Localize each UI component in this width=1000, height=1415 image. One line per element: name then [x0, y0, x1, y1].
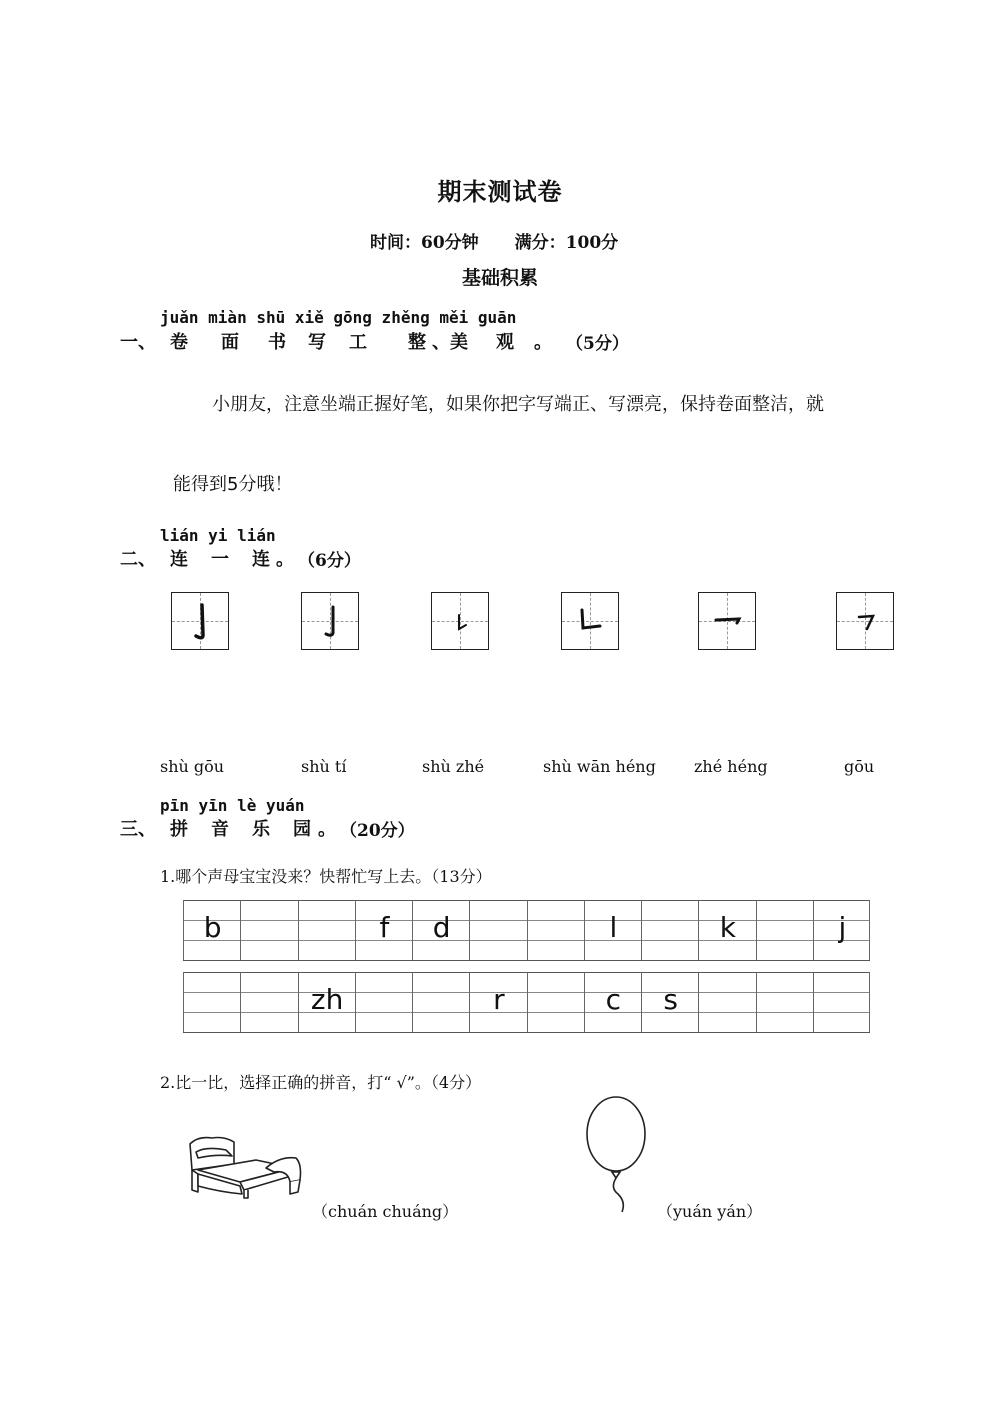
q3-pinyin: pīn yīn lè yuán — [160, 796, 305, 815]
q1-char: 整 — [408, 332, 426, 353]
q2-points: （6分） — [298, 551, 361, 571]
q2-char: 连 — [252, 549, 270, 570]
shu-zhe-stroke-icon — [562, 593, 620, 651]
grid-cell-filled — [183, 900, 240, 960]
shu-ti-stroke-icon — [432, 593, 490, 651]
q2-number: 二、 — [120, 549, 156, 570]
q1-instruction-line1: 小朋友，注意坐端正握好笔，如果你把字写端正、写漂亮，保持卷面整洁，就 — [212, 394, 824, 415]
heng-zhe-stroke-icon — [837, 593, 895, 651]
grid-cell-blank[interactable] — [756, 972, 813, 1032]
grid-line — [183, 1032, 870, 1033]
grid-cell-blank[interactable] — [756, 900, 813, 960]
grid-cell-filled — [298, 972, 355, 1032]
grid-cell-blank[interactable] — [527, 972, 584, 1032]
q3-char: 乐 — [252, 819, 270, 840]
q1-char: 卷 — [170, 332, 188, 353]
q3-heading — [0, 815, 1000, 841]
grid-cell-blank[interactable] — [527, 900, 584, 960]
q1-char: 工 — [349, 332, 367, 353]
stroke-label-1[interactable]: shù gōu — [160, 757, 225, 776]
balloon-pinyin-options[interactable]: （yuán yán） — [657, 1202, 763, 1221]
q2-char: 。 — [276, 549, 294, 570]
grid-cell-filled — [355, 900, 412, 960]
q3-char: 。 — [318, 819, 336, 840]
q1-char: 书 — [268, 332, 286, 353]
exam-info — [370, 228, 618, 253]
stroke-box-1[interactable] — [171, 592, 229, 650]
q1-char: 、美 — [432, 332, 468, 353]
q1-points: （5分） — [566, 334, 629, 354]
q2-char: 一 — [211, 549, 229, 570]
grid-cell-filled — [412, 900, 469, 960]
bed-pinyin-options[interactable]: （chuán chuáng） — [312, 1202, 459, 1221]
grid-cell-blank[interactable] — [469, 900, 526, 960]
q1-char: 写 — [308, 332, 326, 353]
grid-letter: l — [609, 911, 618, 944]
q3-char: 园 — [293, 819, 311, 840]
grid-letter: s — [663, 983, 678, 1016]
grid-letter: k — [719, 911, 736, 944]
q1-heading — [0, 328, 1000, 354]
q3-points: （20分） — [340, 821, 415, 841]
q2-heading — [0, 545, 1000, 571]
grid-cell-filled — [469, 972, 526, 1032]
q2-char: 连 — [170, 549, 188, 570]
grid-cell-blank[interactable] — [240, 972, 297, 1032]
q3-char: 音 — [211, 819, 229, 840]
balloon-icon — [582, 1094, 650, 1216]
grid-letter: j — [838, 911, 847, 944]
grid-line — [183, 960, 870, 961]
q3-char: 拼 — [170, 819, 188, 840]
q3-number: 三、 — [120, 819, 156, 840]
shu-gou-stroke-icon — [172, 593, 230, 651]
grid-cell-blank[interactable] — [813, 972, 870, 1032]
grid-cell-blank[interactable] — [355, 972, 412, 1032]
grid-cell-blank[interactable] — [183, 972, 240, 1032]
q1-pinyin: juǎn miàn shū xiě gōng zhěng měi guān — [160, 308, 517, 327]
pinyin-grid-row2 — [183, 972, 813, 1032]
grid-letter: zh — [310, 983, 344, 1016]
heng-stroke-icon — [699, 593, 757, 651]
bed-icon — [186, 1134, 304, 1200]
full-score: 满分：100分 — [514, 233, 619, 253]
q1-instruction-line2: 能得到5分哦！ — [173, 474, 293, 495]
grid-cell-filled — [698, 900, 755, 960]
grid-cell-filled — [641, 972, 698, 1032]
grid-cell-filled — [584, 972, 641, 1032]
grid-cell-blank[interactable] — [240, 900, 297, 960]
stroke-box-4[interactable] — [561, 592, 619, 650]
grid-cell-blank[interactable] — [412, 972, 469, 1032]
section-heading: 基础积累 — [461, 267, 538, 289]
page-title: 期末测试卷 — [437, 177, 563, 206]
stroke-label-3[interactable]: shù zhé — [422, 757, 485, 776]
stroke-label-5[interactable]: zhé héng — [694, 757, 768, 776]
grid-letter: d — [432, 911, 451, 944]
q1-number: 一、 — [120, 332, 156, 353]
q3-sub1: 1.哪个声母宝宝没来？快帮忙写上去。（13分） — [160, 867, 492, 886]
q3-sub2: 2.比一比，选择正确的拼音，打“ √”。（4分） — [160, 1073, 482, 1092]
stroke-label-2[interactable]: shù tí — [301, 757, 347, 776]
q1-char: 观 — [496, 332, 514, 353]
q1-char: 面 — [221, 332, 239, 353]
pinyin-grid-row1 — [183, 900, 870, 960]
stroke-label-4[interactable]: shù wān héng — [543, 757, 656, 776]
grid-cell-blank[interactable] — [641, 900, 698, 960]
shu-gou-stroke-icon — [302, 593, 360, 651]
stroke-label-6[interactable]: gōu — [844, 757, 875, 776]
grid-cell-filled — [813, 900, 870, 960]
grid-letter: b — [203, 911, 222, 944]
grid-cell-blank[interactable] — [698, 972, 755, 1032]
stroke-box-2[interactable] — [301, 592, 359, 650]
stroke-box-5[interactable] — [698, 592, 756, 650]
grid-letter: f — [379, 911, 390, 944]
stroke-box-6[interactable] — [836, 592, 894, 650]
time-limit: 时间：60分钟 — [370, 233, 479, 253]
grid-letter: c — [605, 983, 622, 1016]
stroke-box-3[interactable] — [431, 592, 489, 650]
grid-cell-filled — [584, 900, 641, 960]
grid-letter: r — [493, 983, 505, 1016]
q2-pinyin: lián yi lián — [160, 526, 276, 545]
q1-char: 。 — [534, 332, 552, 353]
grid-cell-blank[interactable] — [298, 900, 355, 960]
